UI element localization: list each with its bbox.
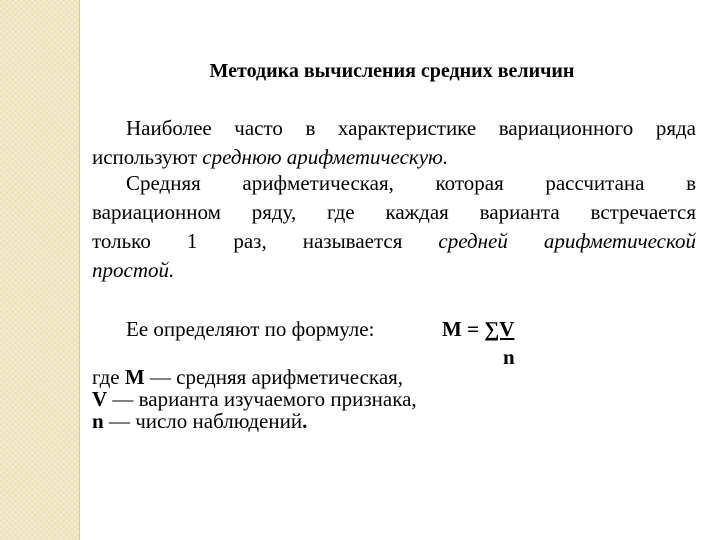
- formula: [442, 315, 514, 344]
- formula-numerator: ∑V: [484, 317, 515, 341]
- legend-item-m: где M — средняя арифметическая,: [92, 365, 404, 389]
- legend-item-n: n — число наблюдений.: [92, 409, 308, 433]
- decorative-side-band: [0, 0, 79, 540]
- paragraph-simple-mean-definition: [92, 169, 696, 285]
- paragraph2-line4: простой.: [92, 258, 175, 282]
- paragraph2-line2: вариационном ряду, где каждая варианта встречается: [92, 200, 696, 224]
- paragraph-mean-usage: [92, 114, 696, 172]
- formula-legend: [92, 366, 417, 432]
- legend-item-v: V — варианта изучаемого признака,: [92, 387, 417, 411]
- formula-denominator: n: [503, 345, 515, 369]
- term-arithmetic-mean: среднюю арифметическую.: [202, 145, 449, 169]
- paragraph1-line1: Наиболее часто в характеристике вариационного ряда: [126, 116, 696, 140]
- slide-title: Методика вычисления средних величин: [209, 60, 575, 82]
- paragraph1-line2: используют среднюю арифметическую.: [92, 145, 449, 169]
- formula-lhs: M =: [442, 317, 485, 341]
- paragraph2-line3: только 1 раз, называется средней арифметической: [92, 229, 697, 253]
- paragraph2-line1: Средняя арифметическая, которая рассчитана в: [126, 171, 696, 195]
- formula-intro: Ее определяют по формуле:: [126, 317, 375, 341]
- term-simple-arithmetic-mean: средней арифметической: [438, 229, 697, 253]
- band-divider: [79, 0, 80, 540]
